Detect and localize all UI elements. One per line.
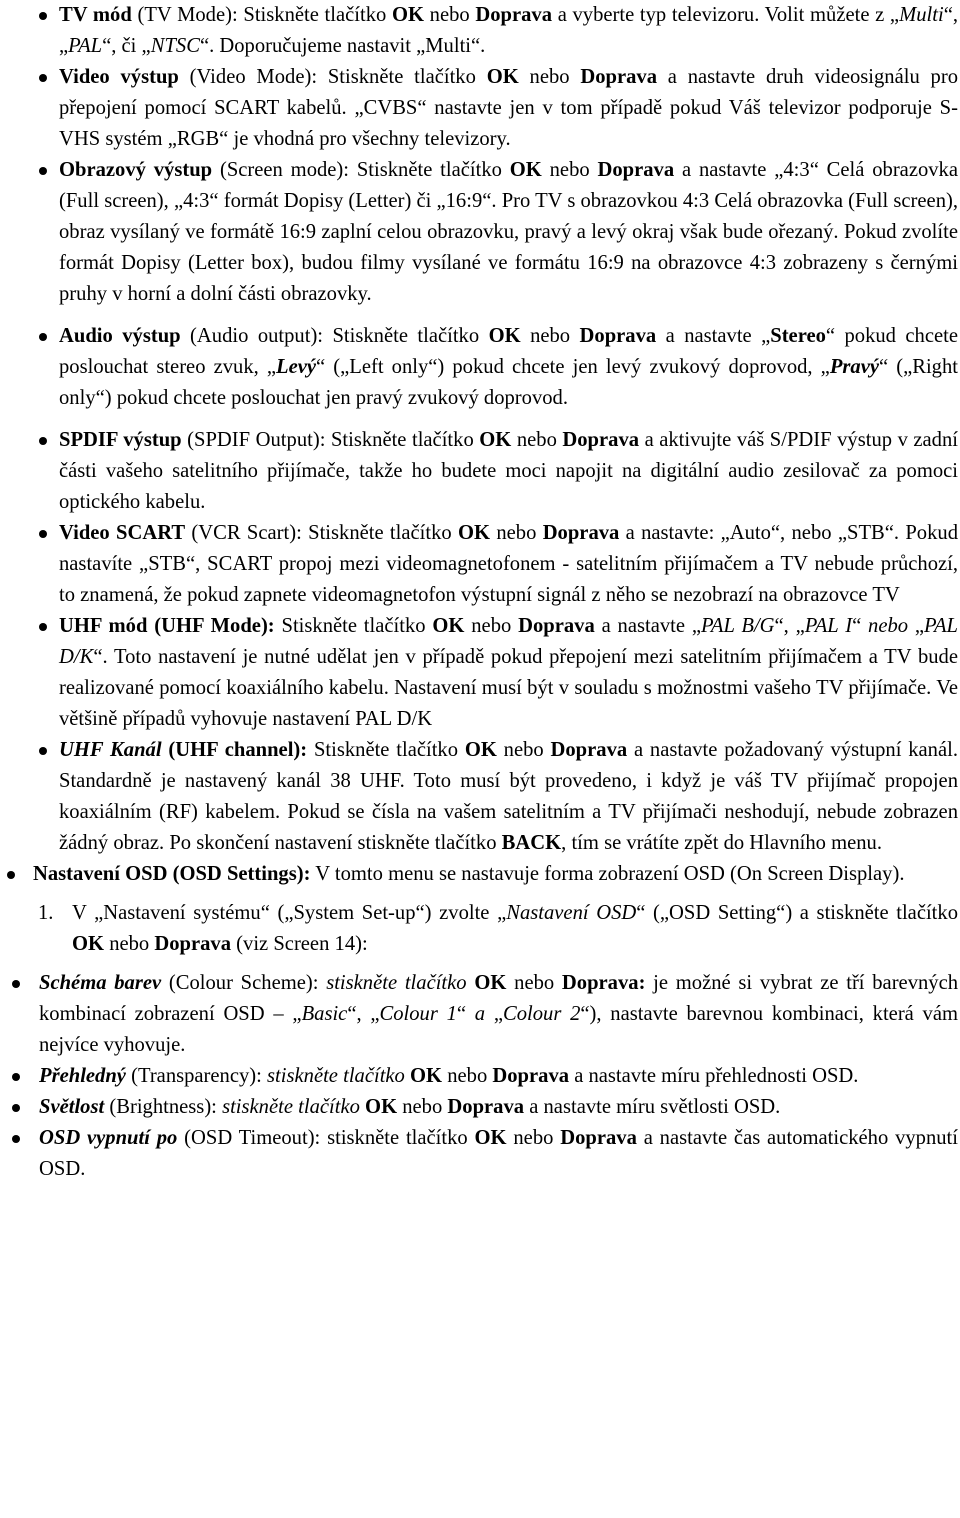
numbered-step — [0, 898, 960, 960]
bullet-icon — [39, 167, 47, 175]
item-text: TV mód (TV Mode): Stiskněte tlačítko OK nebo Doprava a vyberte typ televizoru. Volit můžete z „Multi“, „PAL“, či „NTSC“. Doporučujeme nastavit „Multi“. — [59, 4, 958, 57]
step-text: V „Nastavení systému“ („System Set-up“) zvolte „Nastavení OSD“ („OSD Setting“) a stiskněte tlačítko OK nebo Doprava (viz Screen 14): — [72, 902, 958, 955]
item-text: SPDIF výstup (SPDIF Output): Stiskněte tlačítko OK nebo Doprava a aktivujte váš S/PDIF výstup v zadní části vašeho satelitního přijímače, takže ho budete moci napojit na digitální audio zesilovač za pomoci optického kabelu. — [59, 429, 958, 513]
bullet-icon — [39, 623, 47, 631]
spacer — [0, 890, 960, 898]
bullet-icon — [39, 747, 47, 755]
list-item-svetlost — [0, 1092, 960, 1123]
step-number: 1. — [38, 902, 54, 924]
item-text: Schéma barev (Colour Scheme): stiskněte tlačítko OK nebo Doprava: je možné si vybrat ze tří barevných kombinací zobrazení OSD – „Basic“, „Colour 1“ a „Colour 2“), nastavte barevnou kombinaci, která vám nejvíce vyhovuje. — [39, 972, 959, 1056]
item-text: Audio výstup (Audio output): Stiskněte tlačítko OK nebo Doprava a nastavte „Stereo“ pokud chcete poslouchat stereo zvuk, „Levý“ („Left only“) pokud chcete jen levý zvukový doprovod, „Pravý“ („Right only“) pokud chcete poslouchat jen pravý zvukový doprovod. — [59, 325, 958, 409]
list-item-audio-vystup — [0, 321, 960, 414]
list-item-obrazovy-vystup — [0, 155, 960, 310]
bullet-icon — [39, 74, 47, 82]
spacer — [0, 310, 960, 321]
item-text: Nastavení OSD (OSD Settings): V tomto menu se nastavuje forma zobrazení OSD (On Screen Display). — [33, 863, 905, 885]
list-item-uhf-kanal — [0, 735, 960, 859]
list-item-video-scart — [0, 518, 960, 611]
item-text: Přehledný (Transparency): stiskněte tlačítko OK nebo Doprava a nastavte míru přehlednosti OSD. — [39, 1065, 859, 1087]
list-item-prehledny — [0, 1061, 960, 1092]
spacer — [0, 414, 960, 425]
spacer — [0, 960, 960, 968]
list-item-osd-vypnuti — [0, 1123, 960, 1185]
bullet-icon — [39, 12, 47, 20]
bullet-icon — [39, 530, 47, 538]
bullet-icon — [12, 980, 20, 988]
bullet-icon — [7, 871, 15, 879]
osd-settings-heading — [0, 859, 960, 890]
bullet-icon — [12, 1073, 20, 1081]
bullet-icon — [12, 1135, 20, 1143]
item-text: Video SCART (VCR Scart): Stiskněte tlačítko OK nebo Doprava a nastavte: „Auto“, nebo „STB“. Pokud nastavíte „STB“, SCART propoj mezi videomagnetofonem - satelitním přijímačem a TV nebude průchozí, to znamená, že pokud zapnete videomagnetofon výstupní signál z něho se nezobrazí na obrazovce TV — [59, 522, 958, 606]
item-text: Video výstup (Video Mode): Stiskněte tlačítko OK nebo Doprava a nastavte druh videosignálu pro přepojení pomocí SCART kabelů. „CVBS“ nastavte jen v tom případě pokud Váš televizor podporuje S-VHS systém „RGB“ je vhodná pro všechny televizory. — [59, 66, 958, 150]
bullet-icon — [39, 333, 47, 341]
item-text: Obrazový výstup (Screen mode): Stiskněte tlačítko OK nebo Doprava a nastavte „4:3“ Celá obrazovka (Full screen), „4:3“ formát Dopisy (Letter) či „16:9“. Pro TV s obrazovkou 4:3 Celá obrazovka (Full screen), obraz vysílaný ve formátě 16:9 zaplní celou obrazovku, pravý a levý okraj však bude ořezaný. Pokud zvolíte formát Dopisy (Letter box), budou filmy vysílané ve formátu 16:9 na obrazovce 4:3 zobrazeny s černými pruhy v horní a dolní části obrazovky. — [59, 159, 958, 305]
bullet-icon — [12, 1104, 20, 1112]
item-text: OSD vypnutí po (OSD Timeout): stiskněte tlačítko OK nebo Doprava a nastavte čas automatického vypnutí OSD. — [39, 1127, 958, 1180]
list-item-schema-barev — [0, 968, 960, 1061]
list-item-spdif-vystup — [0, 425, 960, 518]
list-item-uhf-mod — [0, 611, 960, 735]
list-item-tv-mode — [0, 0, 960, 62]
item-text: UHF mód (UHF Mode): Stiskněte tlačítko OK nebo Doprava a nastavte „PAL B/G“, „PAL I“ nebo „PAL D/K“. Toto nastavení je nutné udělat jen v případě pokud přepojení mezi satelitním přijímačem a TV bude realizované pomocí koaxiálního kabelu. Nastavení musí být v souladu s možnostmi vašeho TV přijímače. Ve většině případů vyhovuje nastavení PAL D/K — [59, 615, 958, 730]
item-text: Světlost (Brightness): stiskněte tlačítko OK nebo Doprava a nastavte míru světlosti OSD. — [39, 1096, 781, 1118]
item-text: UHF Kanál (UHF channel): Stiskněte tlačítko OK nebo Doprava a nastavte požadovaný výstupní kanál. Standardně je nastavený kanál 38 UHF. Toto musí být provedeno, i když je váš TV přijímač propojen koaxiálním (RF) kabelem. Pokud se čísla na vašem satelitním a TV přijímači neshodují, nebude zobrazen žádný obraz. Po skončení nastavení stiskněte tlačítko BACK, tím se vrátíte zpět do Hlavního menu. — [59, 739, 958, 854]
bullet-icon — [39, 437, 47, 445]
list-item-video-vystup — [0, 62, 960, 155]
